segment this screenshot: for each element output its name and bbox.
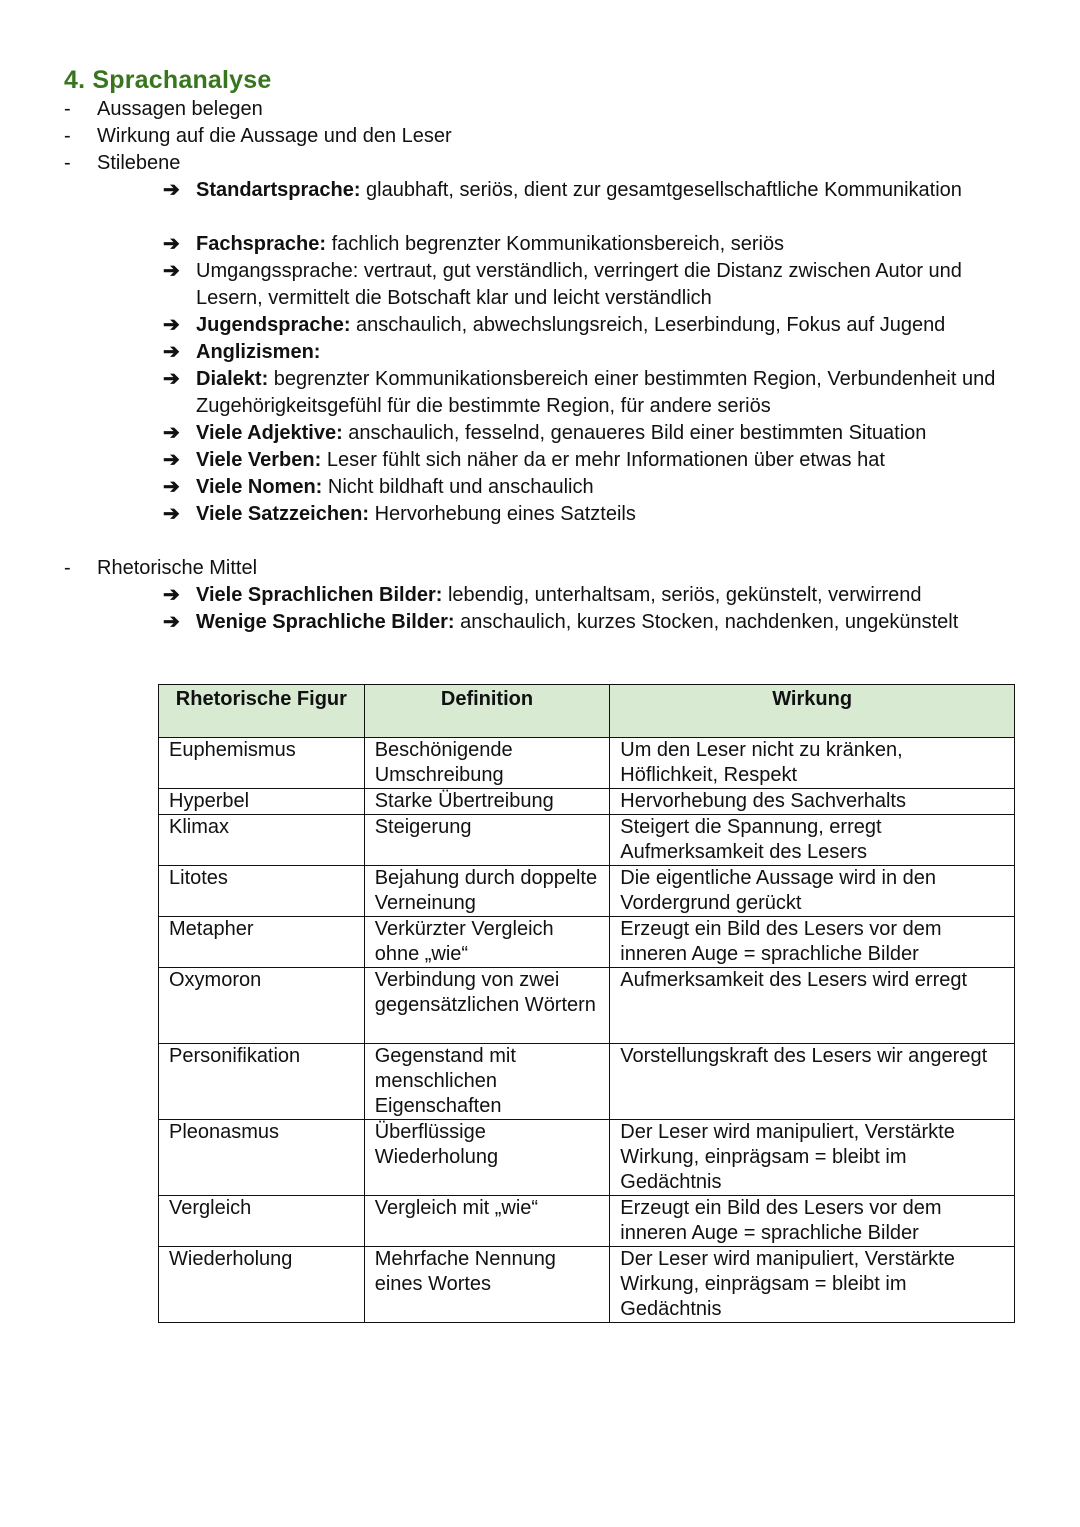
figure-cell: Metapher: [159, 917, 365, 968]
definition-cell: Überflüssige Wiederholung: [364, 1120, 610, 1196]
figure-cell: Litotes: [159, 866, 365, 917]
table-header-row: [159, 685, 1015, 738]
rhetoric-table: [158, 684, 1015, 1323]
figure-cell: Euphemismus: [159, 738, 365, 789]
list-item: [163, 474, 1023, 501]
effect-cell: Der Leser wird manipuliert, Verstärkte Wirkung, einprägsam = bleibt im Gedächtnis: [610, 1120, 1015, 1196]
arrow-icon: ➔: [163, 368, 180, 390]
term-label: Anglizismen:: [196, 341, 321, 363]
figure-cell: Wiederholung: [159, 1247, 365, 1323]
table-row: [159, 866, 1015, 917]
definition-cell: Steigerung: [364, 815, 610, 866]
list-item: [163, 177, 1023, 204]
term-description: lebendig, unterhaltsam, seriös, gekünstelt, verwirrend: [442, 584, 922, 606]
term-description: anschaulich, abwechslungsreich, Leserbindung, Fokus auf Jugend: [350, 314, 946, 336]
definition-cell: Gegenstand mit menschlichen Eigenschaften: [364, 1044, 610, 1120]
term-description: fachlich begrenzter Kommunikationsbereich, seriös: [326, 233, 785, 255]
term-label: Viele Sprachlichen Bilder:: [196, 584, 443, 606]
term-description: Nicht bildhaft und anschaulich: [322, 476, 594, 498]
figure-cell: Personifikation: [159, 1044, 365, 1120]
column-header: Wirkung: [610, 685, 1015, 738]
effect-cell: Erzeugt ein Bild des Lesers vor dem inneren Auge = sprachliche Bilder: [610, 917, 1015, 968]
column-header: Rhetorische Figur: [159, 685, 365, 738]
term-description: glaubhaft, seriös, dient zur gesamtgesellschaftliche Kommunikation: [360, 179, 962, 201]
list-item: [163, 582, 1023, 609]
term-label: Viele Satzzeichen:: [196, 503, 370, 525]
definition-cell: Bejahung durch doppelte Verneinung: [364, 866, 610, 917]
dash-bullet: -: [64, 557, 71, 579]
figure-cell: Hyperbel: [159, 789, 365, 815]
table-row: [159, 738, 1015, 789]
term-label: Viele Adjektive:: [196, 422, 343, 444]
effect-cell: Der Leser wird manipuliert, Verstärkte Wirkung, einprägsam = bleibt im Gedächtnis: [610, 1247, 1015, 1323]
term-label: Wenige Sprachliche Bilder:: [196, 611, 455, 633]
list-item: [163, 258, 1023, 312]
arrow-icon: ➔: [163, 179, 180, 201]
table-row: [159, 1196, 1015, 1247]
arrow-icon: ➔: [163, 503, 180, 525]
arrow-icon: ➔: [163, 584, 180, 606]
figure-cell: Pleonasmus: [159, 1120, 365, 1196]
dash-bullet: -: [64, 125, 71, 147]
table-row: [159, 968, 1015, 1044]
section-heading: 4. Sprachanalyse: [64, 66, 272, 94]
list-item: [163, 447, 1023, 474]
term-description: anschaulich, kurzes Stocken, nachdenken, ungekünstelt: [454, 611, 959, 633]
list-item: [163, 312, 1023, 339]
effect-cell: Vorstellungskraft des Lesers wir angeregt: [610, 1044, 1015, 1120]
term-label: Fachsprache:: [196, 233, 327, 255]
figure-cell: Oxymoron: [159, 968, 365, 1044]
term-description: anschaulich, fesselnd, genaueres Bild einer bestimmten Situation: [342, 422, 927, 444]
document-page: 4. Sprachanalyse - Aussagen belegen - Wirkung auf die Aussage und den Leser - Stilebene ➔ Standartsprache: glaubhaft, seriös, dient zur gesamtgesellschaftliche Kommunikation ➔ Fachsprache: fachlich begrenzter Kommunikationsbereich, seriös ➔ Umgangssprache: vertraut, gut verständlich, verringert die Distanz zwischen Autor und Lesern, vermittelt die Botschaft klar und leicht verständlich ➔ Jugendsprache: anschaulich, abwechslungsreich, Leserbindung, Fokus auf Jugend ➔ Anglizismen: ➔ Dialekt: begrenzter Kommunikationsbereich einer bestimmten Region, Verbundenheit und Zugehörigkeitsgefühl für die bestimmte Region, für andere seriös ➔ Viele Adjektive: anschaulich, fesselnd, genaueres Bild einer bestimmten Situation ➔ Viele Verben: Leser fühlt sich näher da er mehr Informationen über etwas hat ➔ Viele Nomen: Nicht bildhaft und anschaulich ➔ Viele Satzzeichen: Hervorhebung eines Satzteils - Rhetorische Mittel ➔ Viele Sprachlichen Bilder: lebendig, unterhaltsam, seriös, gekünstelt, verwirrend ➔ Wenige Sprachliche Bilder: anschaulich, kurzes Stocken, nachdenken, ungekünstelt Rhetorische Figur Definition Wirkung Euphemismus Beschönigende Umschreibung Um den Leser nicht zu kränken, Höflichkeit, Respekt Hyperbel Starke Übertreibung Hervorhebung des Sachverhalts Klimax Steigerung Steigert die Spannung, erregt Aufmerksamkeit des Lesers Litotes Bejahung durch doppelte Verneinung Die eigentliche Aussage wird in den Vordergrund gerückt Metapher Verkürzter Vergleich ohne „wie“ Erzeugt ein Bild des Lesers vor dem inneren Auge = sprachliche Bilder Oxymoron Verbindung von zwei gegensätzlichen Wörtern Aufmerksamkeit des Lesers wird erregt Personifikation Gegenstand mit menschlichen Eigenschaften Vorstellungskraft des Lesers wir angeregt Pleonasmus Überflüssige Wiederholung Der Leser wird manipuliert, Verstärkte Wirkung, einprägsam = bleibt im Gedächtnis Vergleich Vergleich mit „wie“ Erzeugt ein Bild des Lesers vor dem inneren Auge = sprachliche Bilder Wiederholung Mehrfache Nennung eines Wortes Der Leser wird manipuliert, Verstärkte Wirkung, einprägsam = bleibt im Gedächtnis: [0, 0, 1080, 1527]
arrow-icon: ➔: [163, 260, 180, 282]
arrow-icon: ➔: [163, 476, 180, 498]
arrow-icon: ➔: [163, 422, 180, 444]
effect-cell: Aufmerksamkeit des Lesers wird erregt: [610, 968, 1015, 1044]
effect-cell: Die eigentliche Aussage wird in den Vordergrund gerückt: [610, 866, 1015, 917]
definition-cell: Verbindung von zwei gegensätzlichen Wörtern: [364, 968, 610, 1044]
definition-cell: Mehrfache Nennung eines Wortes: [364, 1247, 610, 1323]
effect-cell: Um den Leser nicht zu kränken, Höflichkeit, Respekt: [610, 738, 1015, 789]
table-row: [159, 1044, 1015, 1120]
term-description: Umgangssprache: vertraut, gut verständlich, verringert die Distanz zwischen Autor und Lesern, vermittelt die Botschaft klar und leicht verständlich: [196, 260, 962, 309]
arrow-icon: ➔: [163, 341, 180, 363]
definition-cell: Verkürzter Vergleich ohne „wie“: [364, 917, 610, 968]
effect-cell: Steigert die Spannung, erregt Aufmerksamkeit des Lesers: [610, 815, 1015, 866]
figure-cell: Vergleich: [159, 1196, 365, 1247]
term-label: Standartsprache:: [196, 179, 361, 201]
table-row: [159, 815, 1015, 866]
term-label: Jugendsprache:: [196, 314, 351, 336]
arrow-icon: ➔: [163, 611, 180, 633]
arrow-icon: ➔: [163, 449, 180, 471]
list-item: [163, 366, 1023, 420]
list-item: [163, 609, 1023, 636]
effect-cell: Erzeugt ein Bild des Lesers vor dem inneren Auge = sprachliche Bilder: [610, 1196, 1015, 1247]
term-label: Viele Nomen:: [196, 476, 323, 498]
term-label: Viele Verben:: [196, 449, 322, 471]
dash-bullet: -: [64, 152, 71, 174]
arrow-icon: ➔: [163, 314, 180, 336]
figure-cell: Klimax: [159, 815, 365, 866]
definition-cell: Vergleich mit „wie“: [364, 1196, 610, 1247]
term-description: Leser fühlt sich näher da er mehr Informationen über etwas hat: [321, 449, 885, 471]
list-item: [163, 231, 1023, 258]
list-item: [163, 420, 1023, 447]
table-row: [159, 917, 1015, 968]
term-description: Hervorhebung eines Satzteils: [369, 503, 636, 525]
term-label: Dialekt:: [196, 368, 269, 390]
table-row: [159, 1120, 1015, 1196]
column-header: Definition: [364, 685, 610, 738]
definition-cell: Starke Übertreibung: [364, 789, 610, 815]
effect-cell: Hervorhebung des Sachverhalts: [610, 789, 1015, 815]
definition-cell: Beschönigende Umschreibung: [364, 738, 610, 789]
term-description: begrenzter Kommunikationsbereich einer bestimmten Region, Verbundenheit und Zugehörigkeitsgefühl für die bestimmte Region, für andere seriös: [196, 368, 996, 417]
list-item: [163, 339, 1023, 366]
list-item: [163, 501, 1023, 528]
arrow-icon: ➔: [163, 233, 180, 255]
table-row: [159, 789, 1015, 815]
table-row: [159, 1247, 1015, 1323]
dash-bullet: -: [64, 98, 71, 120]
